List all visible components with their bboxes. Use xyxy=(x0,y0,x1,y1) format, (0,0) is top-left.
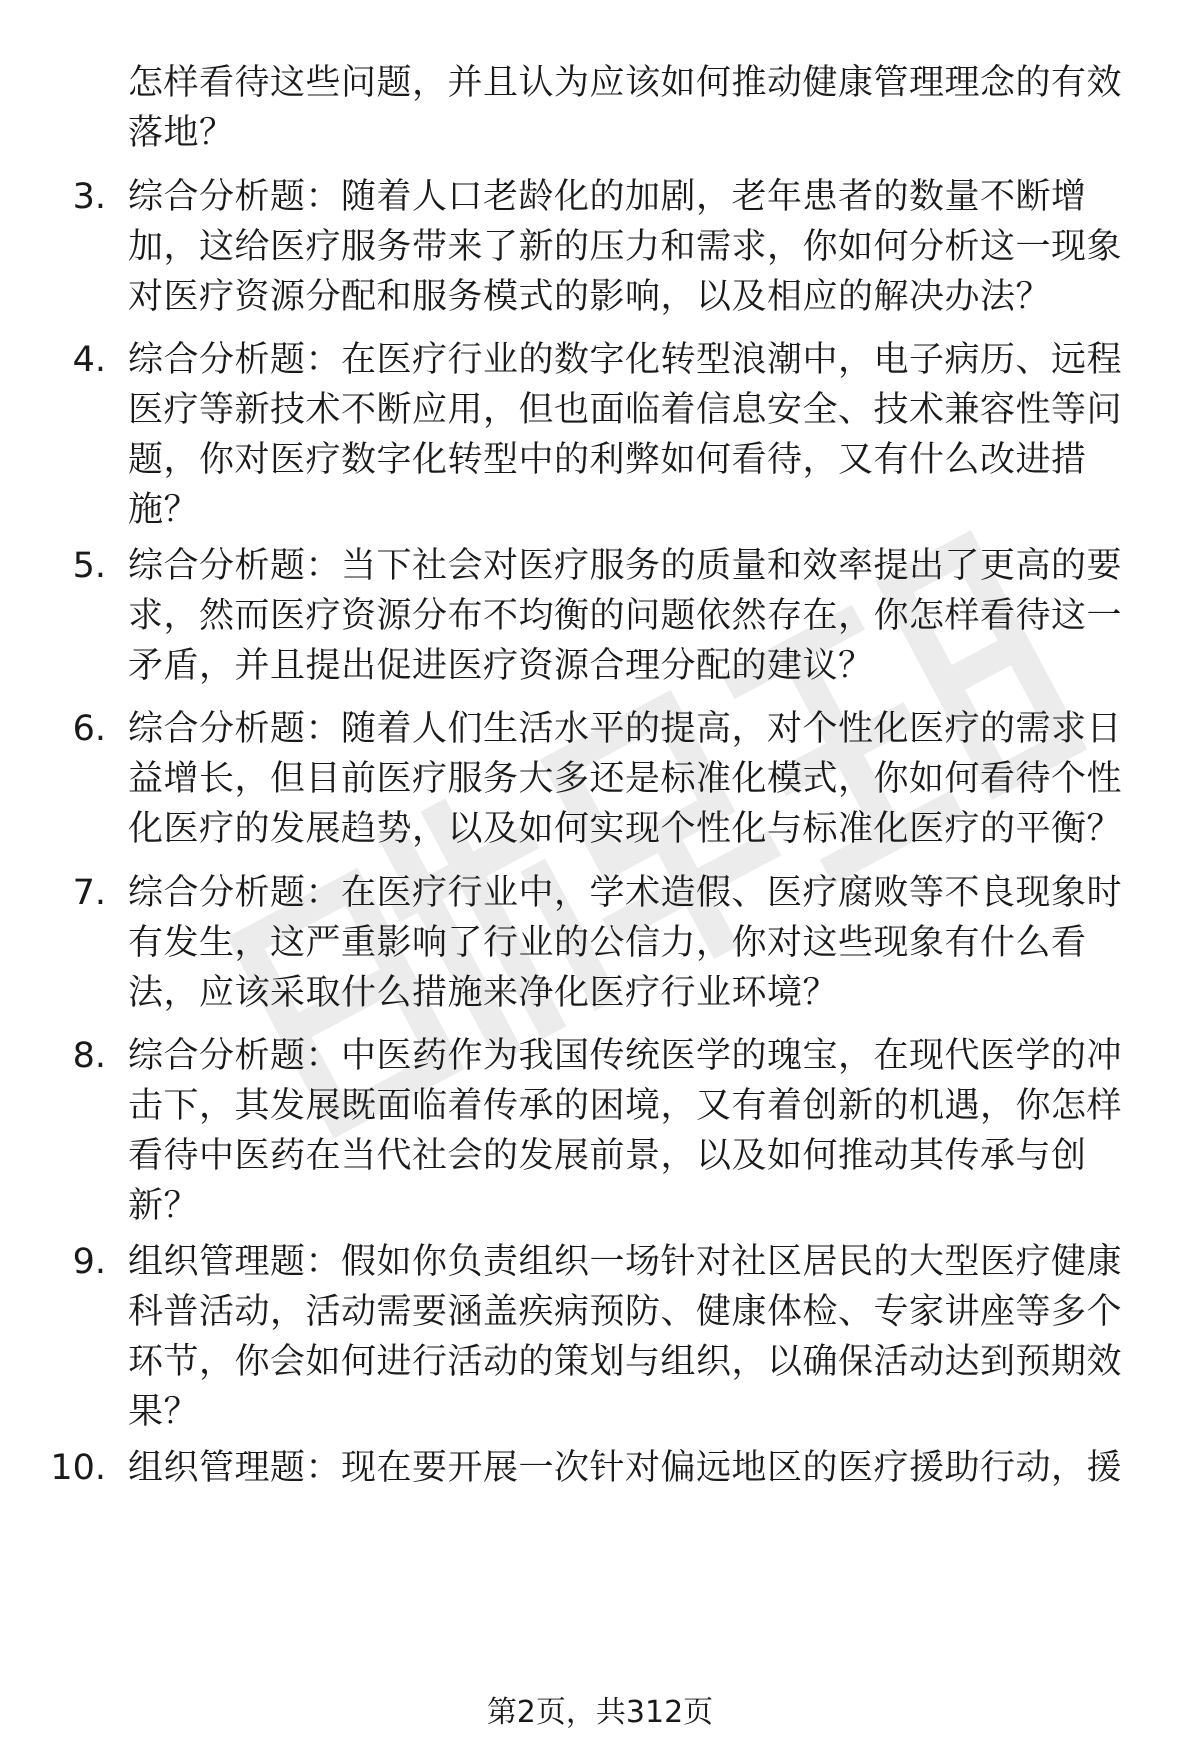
question-text: 综合分析题：中医药作为我国传统医学的瑰宝，在现代医学的冲击下，其发展既面临着传承的困境，又有着创新的机遇，你怎样看待中医药在当代社会的发展前景，以及如何推动其传承与创新？ xyxy=(128,1036,1123,1226)
question-text: 组织管理题：假如你负责组织一场针对社区居民的大型医疗健康科普活动，活动需要涵盖疾病预防、健康体检、专家讲座等多个环节，你会如何进行活动的策划与组织，以确保活动达到预期效果？ xyxy=(128,1242,1123,1432)
question-number: 10. xyxy=(50,1448,106,1488)
question-text: 综合分析题：随着人们生活水平的提高，对个性化医疗的需求日益增长，但目前医疗服务大多还是标准化模式，你如何看待个性化医疗的发展趋势，以及如何实现个性化与标准化医疗的平衡？ xyxy=(128,709,1123,849)
question-number: 9. xyxy=(72,1242,106,1282)
question-text: 综合分析题：当下社会对医疗服务的质量和效率提出了更高的要求，然而医疗资源分布不均衡的问题依然存在，你怎样看待这一矛盾，并且提出促进医疗资源合理分配的建议？ xyxy=(128,546,1123,686)
question-number: 3. xyxy=(72,177,106,217)
question-text: 综合分析题：在医疗行业中，学术造假、医疗腐败等不良现象时有发生，这严重影响了行业的公信力，你对这些现象有什么看法，应该采取什么措施来净化医疗行业环境？ xyxy=(128,873,1123,1013)
question-number: 8. xyxy=(72,1036,106,1076)
question-number: 4. xyxy=(72,340,106,380)
question-number: 6. xyxy=(72,709,106,749)
question-text: 综合分析题：随着人口老龄化的加剧，老年患者的数量不断增加，这给医疗服务带来了新的压力和需求，你如何分析这一现象对医疗资源分配和服务模式的影响，以及相应的解决办法？ xyxy=(128,177,1123,317)
question-text: 组织管理题：现在要开展一次针对偏远地区的医疗援助行动，援 xyxy=(128,1448,1123,1488)
question-number: 5. xyxy=(72,546,106,586)
page-footer: 第2页，共312页 xyxy=(486,1695,714,1730)
question-number: 7. xyxy=(72,873,106,913)
continuation-paragraph: 怎样看待这些问题，并且认为应该如何推动健康管理理念的有效落地？ xyxy=(128,63,1123,153)
question-text: 综合分析题：在医疗行业的数字化转型浪潮中，电子病历、远程医疗等新技术不断应用，但也面临着信息安全、技术兼容性等问题，你对医疗数字化转型中的利弊如何看待，又有什么改进措施？ xyxy=(128,340,1123,530)
